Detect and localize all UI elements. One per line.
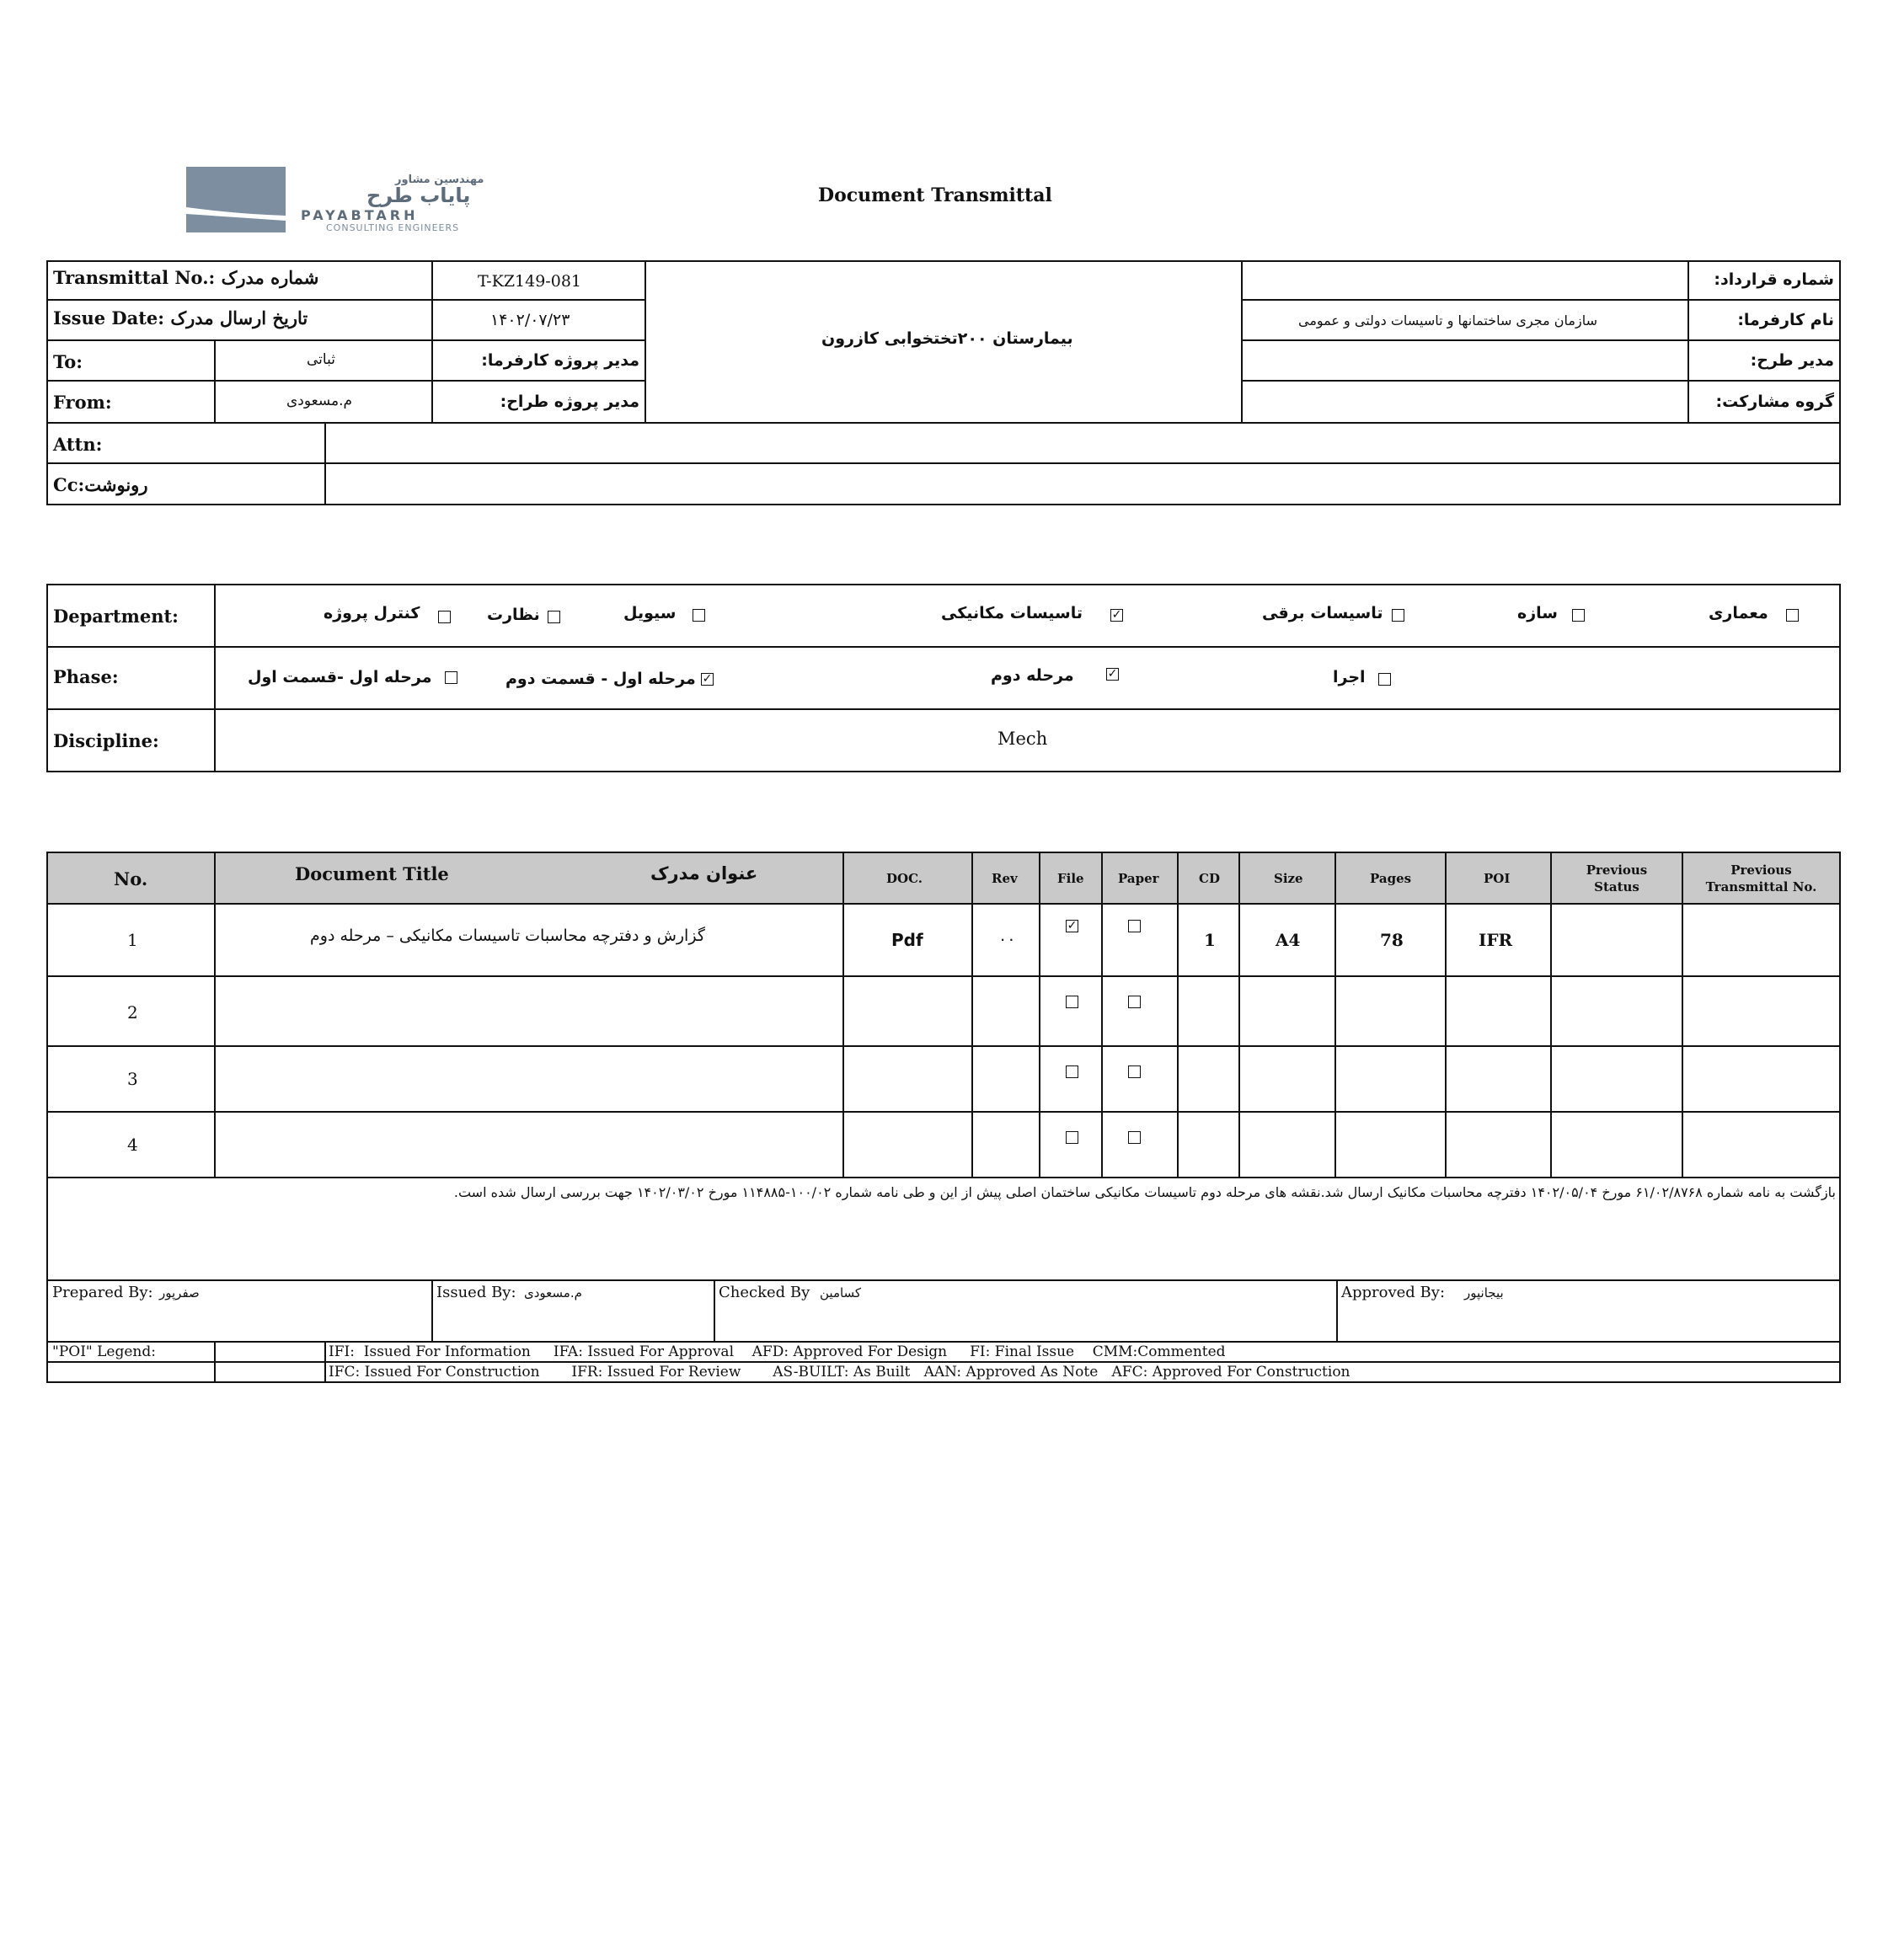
table-row-1-no <box>46 903 216 977</box>
row-size: A4 <box>1276 930 1301 950</box>
transmittal-no-value-cell <box>431 260 646 301</box>
from-value: م.مسعودی <box>286 393 353 409</box>
table-row-1-file <box>1039 903 1103 977</box>
to-value: ثباتی <box>307 351 335 368</box>
discipline-label-cell <box>46 708 216 772</box>
table-row-1-poi <box>1445 903 1552 977</box>
table-row-2-poi <box>1445 975 1552 1047</box>
legend-label-cell <box>46 1341 216 1363</box>
table-row-1-rev <box>971 903 1040 977</box>
row-no: 2 <box>127 1002 138 1023</box>
phase-second-stage-label: مرحله دوم <box>991 666 1074 685</box>
legend-line-1: IFI: Issued For Information IFA: Issued For Approval AFD: Approved For Design FI: Final Issue CMM:Commented <box>329 1343 1226 1360</box>
col-poi-header <box>1445 852 1552 905</box>
page-title: Document Transmittal <box>818 184 1052 206</box>
department-label-cell <box>46 584 216 648</box>
logo-en-sub: CONSULTING ENGINEERS <box>326 222 460 233</box>
row-file-checkbox[interactable]: ✓ <box>1067 919 1078 932</box>
table-row-3-pages <box>1334 1045 1447 1113</box>
contract-no-value-cell <box>1241 260 1689 301</box>
row-cd: 1 <box>1204 930 1216 950</box>
legend-line-2-cell <box>324 1361 1841 1383</box>
row-title: گزارش و دفترچه محاسبات تاسیسات مکانیکی – مرحله دوم <box>310 927 705 945</box>
client-value: سازمان مجری ساختمانها و تاسیسات دولتی و عمومی <box>1298 312 1597 328</box>
department-architecture-label: معماری <box>1709 604 1768 622</box>
plan-manager-value-cell <box>1241 339 1689 382</box>
cc-label-cell <box>46 462 326 505</box>
table-row-1-doc <box>842 903 973 977</box>
client-value-cell <box>1241 299 1689 341</box>
attn-value-cell <box>324 422 1841 464</box>
table-row-1-paper <box>1101 903 1179 977</box>
from-label-cell <box>46 380 216 424</box>
department-project-control-label: کنترل پروژه <box>324 604 420 622</box>
phase-second-stage-checkbox[interactable]: ✓ <box>1107 667 1118 681</box>
client-pm-label-cell <box>431 339 646 382</box>
table-row-4-prev-status <box>1550 1111 1683 1178</box>
table-row-2-cd <box>1177 975 1240 1047</box>
row-poi: IFR <box>1479 930 1513 950</box>
transmittal-no-value: T-KZ149-081 <box>478 272 581 291</box>
attn-label-cell <box>46 422 326 464</box>
row-paper-checkbox[interactable] <box>1128 1065 1141 1078</box>
partner-group-label: گروه مشارکت: <box>1715 393 1834 411</box>
department-structure-checkbox[interactable] <box>1572 609 1585 622</box>
col-pages-header <box>1334 852 1447 905</box>
approved-by-value: بیجانپور <box>1464 1285 1504 1300</box>
plan-manager-label-cell <box>1687 339 1841 382</box>
issued-by-cell <box>431 1279 715 1343</box>
table-row-2-rev <box>971 975 1040 1047</box>
col-doc-header <box>842 852 973 905</box>
row-no: 1 <box>127 930 138 950</box>
table-row-3-paper <box>1101 1045 1179 1113</box>
phase-first-stage-part-two-label: مرحله اول - قسمت دوم <box>505 670 696 688</box>
row-paper-checkbox[interactable] <box>1128 996 1141 1008</box>
table-row-4-size <box>1238 1111 1336 1178</box>
row-paper-checkbox[interactable] <box>1128 1131 1141 1144</box>
col-cd-header <box>1177 852 1240 905</box>
approved-by-label: Approved By: <box>1341 1284 1446 1301</box>
issued-by-value: م.مسعودی <box>524 1285 582 1300</box>
row-doc: Pdf <box>891 930 923 950</box>
col-file-label: File <box>1057 871 1084 886</box>
prepared-by-cell <box>46 1279 433 1343</box>
legend-blank-cell <box>46 1361 216 1383</box>
table-row-3-prev-transmittal <box>1682 1045 1841 1113</box>
department-civil-label: سیویل <box>623 604 677 622</box>
company-logo <box>186 165 498 236</box>
department-structure-label: سازه <box>1517 604 1558 622</box>
col-prev-transmittal-header <box>1682 852 1841 905</box>
department-mechanical-label: تاسیسات مکانیکی <box>941 604 1083 622</box>
logo-en-name: PAYABTARH <box>301 207 419 223</box>
phase-first-stage-part-one-label: مرحله اول -قسمت اول <box>248 668 432 686</box>
issue-date-value: ۱۴۰۲/۰۷/۲۳ <box>490 311 570 329</box>
row-no: 3 <box>127 1069 138 1089</box>
contract-no-label: شماره قرارداد: <box>1714 270 1834 289</box>
col-prev-status-header <box>1550 852 1683 905</box>
table-row-4-poi <box>1445 1111 1552 1178</box>
discipline-label: Discipline: <box>53 730 159 751</box>
table-row-3-no <box>46 1045 216 1113</box>
row-file-checkbox[interactable] <box>1066 1065 1078 1078</box>
to-value-cell <box>214 339 433 382</box>
phase-first-stage-part-one-checkbox[interactable] <box>445 671 457 684</box>
table-row-3-prev-status <box>1550 1045 1683 1113</box>
department-supervision-checkbox[interactable] <box>548 611 560 623</box>
table-row-2-pages <box>1334 975 1447 1047</box>
col-no-header <box>46 852 216 905</box>
legend-gap-cell-1 <box>214 1341 326 1363</box>
issued-by-label: Issued By: <box>436 1284 516 1301</box>
table-row-4-prev-transmittal <box>1682 1111 1841 1178</box>
phase-label-cell <box>46 646 216 710</box>
table-row-2-prev-transmittal <box>1682 975 1841 1047</box>
row-file-checkbox[interactable] <box>1066 1131 1078 1144</box>
prepared-by-label: Prepared By: <box>52 1284 153 1301</box>
col-title-en-label: Document Title <box>295 863 449 884</box>
phase-execution-label: اجرا <box>1333 668 1366 686</box>
table-row-3-file <box>1039 1045 1103 1113</box>
row-no: 4 <box>127 1135 138 1155</box>
department-project-control-checkbox[interactable] <box>438 611 451 623</box>
table-row-3-rev <box>971 1045 1040 1113</box>
table-row-2-no <box>46 975 216 1047</box>
table-row-2-paper <box>1101 975 1179 1047</box>
department-mechanical-checkbox[interactable]: ✓ <box>1111 608 1122 622</box>
col-title-fa-label: عنوان مدرک <box>650 863 758 884</box>
col-rev-header <box>971 852 1040 905</box>
col-rev-label: Rev <box>992 871 1018 886</box>
table-row-1-title <box>214 903 844 977</box>
from-label: From: <box>53 392 112 413</box>
row-pages: 78 <box>1380 930 1404 950</box>
logo-fa-name: پایاب طرح <box>366 184 471 207</box>
row-file-checkbox[interactable] <box>1066 996 1078 1008</box>
checked-by-value: کسامین <box>820 1285 862 1300</box>
from-value-cell <box>214 380 433 424</box>
row-rev: ۰۰ <box>998 930 1016 948</box>
legend-gap-cell-2 <box>214 1361 326 1383</box>
table-row-3-size <box>1238 1045 1336 1113</box>
remarks-cell <box>46 1177 1841 1281</box>
discipline-value: Mech <box>997 729 1048 749</box>
table-row-2-title <box>214 975 844 1047</box>
prepared-by-value: صفرپور <box>159 1285 200 1300</box>
table-row-2-file <box>1039 975 1103 1047</box>
table-row-1-pages <box>1334 903 1447 977</box>
row-paper-checkbox[interactable] <box>1128 920 1141 932</box>
table-row-1-cd <box>1177 903 1240 977</box>
phase-first-stage-part-two-checkbox[interactable]: ✓ <box>702 672 713 686</box>
logo-fa-top: مهندسین مشاور <box>395 174 484 186</box>
table-row-3-poi <box>1445 1045 1552 1113</box>
issue-date-value-cell <box>431 299 646 341</box>
table-row-4-rev <box>971 1111 1040 1178</box>
legend-line-1-cell <box>324 1341 1841 1363</box>
approved-by-cell <box>1336 1279 1841 1343</box>
client-label-cell <box>1687 299 1841 341</box>
col-cd-label: CD <box>1199 871 1220 886</box>
to-label: To: <box>53 351 83 372</box>
table-row-1-size <box>1238 903 1336 977</box>
table-row-2-size <box>1238 975 1336 1047</box>
col-size-label: Size <box>1274 871 1303 886</box>
discipline-value-cell <box>214 708 1841 772</box>
col-doc-label: DOC. <box>886 871 923 886</box>
client-pm-label: مدیر پروژه کارفرما: <box>481 351 639 370</box>
col-size-header <box>1238 852 1336 905</box>
cc-label: Cc:رونوشت <box>53 474 148 495</box>
project-name: بیمارستان ۲۰۰تختخوابی کازرون <box>821 329 1073 348</box>
transmittal-no-label: Transmittal No.: شماره مدرک <box>53 267 319 288</box>
table-row-3-doc <box>842 1045 973 1113</box>
department-options-cell <box>214 584 1841 648</box>
partner-group-value-cell <box>1241 380 1689 424</box>
contract-no-label-cell <box>1687 260 1841 301</box>
legend-label: "POI" Legend: <box>52 1343 156 1360</box>
table-row-1-prev-status <box>1550 903 1683 977</box>
checked-by-cell <box>714 1279 1338 1343</box>
department-civil-checkbox[interactable] <box>693 609 705 622</box>
col-paper-label: Paper <box>1118 871 1159 886</box>
table-row-4-doc <box>842 1111 973 1178</box>
legend-line-2: IFC: Issued For Construction IFR: Issued For Review AS-BUILT: As Built AAN: Approved As Note AFC: Approved For Construction <box>329 1364 1350 1381</box>
partner-group-label-cell <box>1687 380 1841 424</box>
col-pages-label: Pages <box>1370 871 1412 886</box>
table-row-4-no <box>46 1111 216 1178</box>
attn-label: Attn: <box>53 434 103 455</box>
table-row-3-cd <box>1177 1045 1240 1113</box>
phase-label: Phase: <box>53 666 119 687</box>
designer-pm-label-cell <box>431 380 646 424</box>
transmittal-no-label-cell <box>46 260 433 301</box>
project-name-cell <box>644 260 1243 424</box>
department-architecture-checkbox[interactable] <box>1786 609 1799 622</box>
table-row-4-cd <box>1177 1111 1240 1178</box>
issue-date-label: Issue Date: تاریخ ارسال مدرک <box>53 307 308 328</box>
department-electrical-checkbox[interactable] <box>1392 609 1404 622</box>
col-prev-transmittal-label: Previous Transmittal No. <box>1705 863 1817 895</box>
issue-date-label-cell <box>46 299 433 341</box>
designer-pm-label: مدیر پروژه طراح: <box>500 393 639 411</box>
table-row-2-prev-status <box>1550 975 1683 1047</box>
table-row-4-paper <box>1101 1111 1179 1178</box>
col-no-label: No. <box>114 868 148 889</box>
client-label: نام کارفرما: <box>1737 311 1834 329</box>
department-supervision-label: نظارت <box>487 606 540 624</box>
department-label: Department: <box>53 606 179 627</box>
remarks-text: بازگشت به نامه شماره ۶۱/۰۲/۸۷۶۸ مورخ ۱۴۰۲/۰۵/۰۴ دفترچه محاسبات مکانیک ارسال شد.نقشه های مرحله دوم تاسیسات مکانیکی ساختمان اصلی پیش از این و طی نامه شماره ۱۰۰/۰۲-۱۱۴۸۸۵ مورخ ۱۴۰۲/۰۳/۰۲ جهت بررسی ارسال شده است. <box>453 1184 1836 1200</box>
table-row-3-title <box>214 1045 844 1113</box>
table-row-4-title <box>214 1111 844 1178</box>
to-label-cell <box>46 339 216 382</box>
table-row-1-prev-transmittal <box>1682 903 1841 977</box>
logo-mark <box>186 167 286 232</box>
phase-execution-checkbox[interactable] <box>1378 673 1391 686</box>
table-row-2-doc <box>842 975 973 1047</box>
department-electrical-label: تاسیسات برقی <box>1262 604 1383 622</box>
plan-manager-label: مدیر طرح: <box>1750 351 1834 370</box>
cc-value-cell <box>324 462 1841 505</box>
table-row-4-pages <box>1334 1111 1447 1178</box>
col-poi-label: POI <box>1484 871 1511 886</box>
col-prev-status-label: Previous Status <box>1586 863 1648 895</box>
checked-by-label: Checked By <box>719 1284 810 1301</box>
col-title-header <box>214 852 844 905</box>
phase-options-cell <box>214 646 1841 710</box>
col-file-header <box>1039 852 1103 905</box>
table-row-4-file <box>1039 1111 1103 1178</box>
col-paper-header <box>1101 852 1179 905</box>
